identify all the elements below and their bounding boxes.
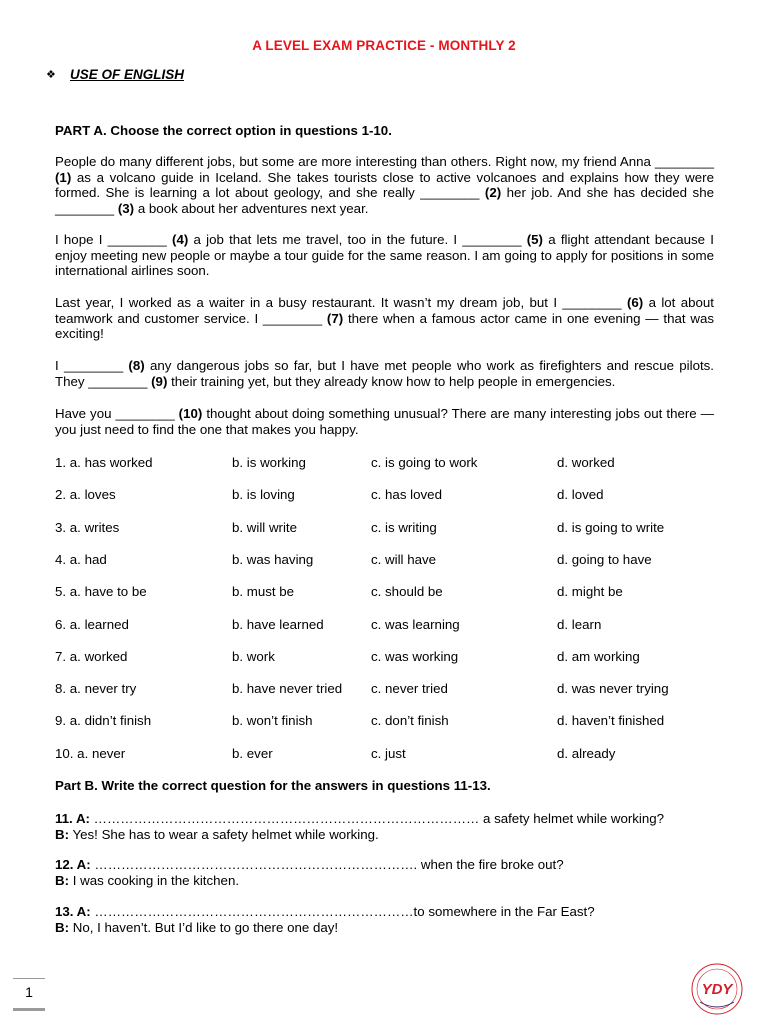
answer-option: c. was learning: [371, 616, 460, 632]
answer-option: b. ever: [232, 745, 273, 761]
passage-paragraph: [55, 232, 714, 279]
answer-option: d. loved: [557, 487, 604, 503]
dialog-number: 11. A:: [55, 811, 90, 826]
dialog-b-label: B:: [55, 827, 70, 842]
answer-option: d. worked: [557, 455, 615, 470]
answer-option: d. is going to write: [557, 519, 665, 535]
answer-option: 4. a. had: [55, 551, 107, 567]
gap-number: (3): [117, 200, 135, 216]
passage-text: I ________: [55, 358, 129, 373]
answer-option: c. is writing: [371, 519, 437, 535]
question-row: [55, 487, 735, 503]
passage-text: Have you ________: [55, 406, 179, 421]
svg-text:YDY: YDY: [701, 981, 733, 998]
answer-option: 2. a. loves: [55, 487, 116, 503]
question-row: [55, 617, 735, 633]
answer-option: 3. a. writes: [55, 519, 120, 535]
answer-option: d. was never trying: [557, 681, 669, 697]
answer-option: d. learn: [557, 616, 602, 632]
answer-option: 10. a. never: [55, 745, 126, 761]
answer-option: 7. a. worked: [55, 648, 128, 664]
dialog-item: [55, 811, 735, 843]
question-row: [55, 681, 735, 697]
question-row: [55, 455, 735, 471]
passage-text: there when a famous actor came in one evening — that was exciting!: [55, 310, 714, 342]
answer-option: b. must be: [232, 584, 295, 600]
passage-paragraph: [55, 358, 714, 389]
diamond-bullet-icon: ❖: [46, 69, 56, 81]
answer-option: c. never tried: [371, 681, 448, 697]
answer-option: c. should be: [371, 584, 443, 600]
answer-option: b. have learned: [232, 616, 324, 632]
passage-text: People do many different jobs, but some are more interesting than others. Right now, my friend Anna ________: [55, 154, 714, 169]
answer-option: c. don’t finish: [371, 713, 449, 729]
answer-option: b. will write: [232, 519, 298, 535]
answer-option: 5. a. have to be: [55, 584, 147, 600]
dialog-number: 13. A:: [55, 904, 91, 919]
answer-option: d. might be: [557, 584, 623, 600]
answer-option: c. was working: [371, 648, 459, 664]
part-a-heading: PART A. Choose the correct option in questions 1-10.: [55, 123, 392, 138]
question-row: [55, 713, 735, 729]
page-number: 1: [25, 984, 33, 1000]
dialog-answer: No, I haven’t. But I’d like to go there one day!: [69, 920, 339, 935]
passage-text: any dangerous jobs so far, but I have met people who work as firefighters and rescue pilots. They ________: [55, 358, 714, 389]
dialog-item: [55, 857, 735, 889]
answer-option: c. has loved: [371, 487, 442, 503]
answer-option: d. haven’t finished: [557, 713, 665, 729]
gap-number: (9): [151, 373, 168, 389]
passage-text: as a volcano guide in Iceland. She takes tourists close to active volcanoes and explains how they were formed. She is learning a lot about geology, and she really ________: [55, 169, 714, 201]
page-title: A LEVEL EXAM PRACTICE - MONTHLY 2: [252, 38, 516, 53]
answer-option: b. work: [232, 648, 275, 664]
dialog-item: [55, 904, 735, 936]
answer-option: 9. a. didn’t finish: [55, 713, 152, 729]
passage-text: a book about her adventures next year.: [134, 200, 369, 216]
passage-text: a job that lets me travel, too in the future. I ________: [188, 232, 527, 247]
answer-option: 6. a. learned: [55, 616, 129, 632]
answer-option: b. have never tried: [232, 681, 343, 697]
answer-option: c. will have: [371, 551, 437, 567]
dialog-prompt: …………………………………………………………………………… a safety helmet while working?: [89, 811, 665, 826]
answer-option: b. won’t finish: [232, 713, 313, 729]
answer-option: c. just: [371, 745, 406, 761]
passage-text: thought about doing something unusual? There are many interesting jobs out there — you just need to find the one that makes you happy.: [55, 406, 714, 437]
passage-text: her job. And she has decided she ________: [55, 185, 714, 216]
dialog-answer: I was cooking in the kitchen.: [69, 873, 240, 888]
university-seal-logo: [690, 962, 744, 1016]
gap-number: (5): [526, 232, 543, 247]
answer-option: d. going to have: [557, 551, 652, 567]
passage-paragraph: [55, 406, 714, 437]
part-b-heading: Part B. Write the correct question for the answers in questions 11-13.: [55, 778, 491, 793]
gap-number: (8): [128, 358, 145, 373]
section-title: USE OF ENGLISH: [70, 67, 185, 82]
question-row: [55, 746, 735, 762]
gap-number: (7): [326, 310, 344, 326]
answer-option: b. is loving: [232, 487, 295, 503]
passage-text: Last year, I worked as a waiter in a busy restaurant. It wasn’t my dream job, but I ________: [55, 295, 627, 310]
answer-option: b. was having: [232, 551, 314, 567]
part-b-heading-block: [55, 778, 714, 794]
section-header: [46, 67, 184, 82]
passage-text: I hope I ________: [55, 232, 173, 247]
question-row: [55, 649, 735, 665]
passage-paragraph: [55, 295, 714, 342]
passage-paragraph: [55, 154, 714, 216]
answer-option: 1. a. has worked: [55, 455, 153, 470]
dialog-prompt: ………………………………………………………………. when the fire broke out?: [90, 857, 564, 872]
answer-option: b. is working: [232, 455, 306, 470]
answer-option: c. is going to work: [371, 455, 478, 470]
gap-number: (2): [484, 185, 502, 201]
dialog-b-label: B:: [55, 920, 70, 935]
gap-number: (6): [626, 295, 644, 310]
question-row: [55, 520, 735, 536]
dialog-prompt: ………………………………………………………………to somewhere in the Far East?: [90, 904, 595, 919]
passage-text: a flight attendant because I enjoy meeting new people or maybe a tour guide for the same reason. I am going to apply for positions in some international airlines soon.: [55, 232, 714, 279]
passage-text: a lot about teamwork and customer service. I ________: [55, 295, 714, 326]
question-row: [55, 584, 735, 600]
passage-text: their training yet, but they already know how to help people in emergencies.: [167, 373, 616, 389]
answer-option: 8. a. never try: [55, 681, 137, 697]
part-a-heading-block: [55, 123, 714, 139]
answer-option: d. already: [557, 745, 616, 761]
page-number-box: [13, 978, 45, 1011]
dialog-b-label: B:: [55, 873, 70, 888]
dialog-answer: Yes! She has to wear a safety helmet while working.: [69, 827, 379, 842]
gap-number: (10): [178, 406, 203, 421]
answer-option: d. am working: [557, 648, 640, 664]
dialog-number: 12. A:: [55, 857, 91, 872]
gap-number: (1): [55, 169, 72, 185]
question-row: [55, 552, 735, 568]
gap-number: (4): [172, 232, 189, 247]
